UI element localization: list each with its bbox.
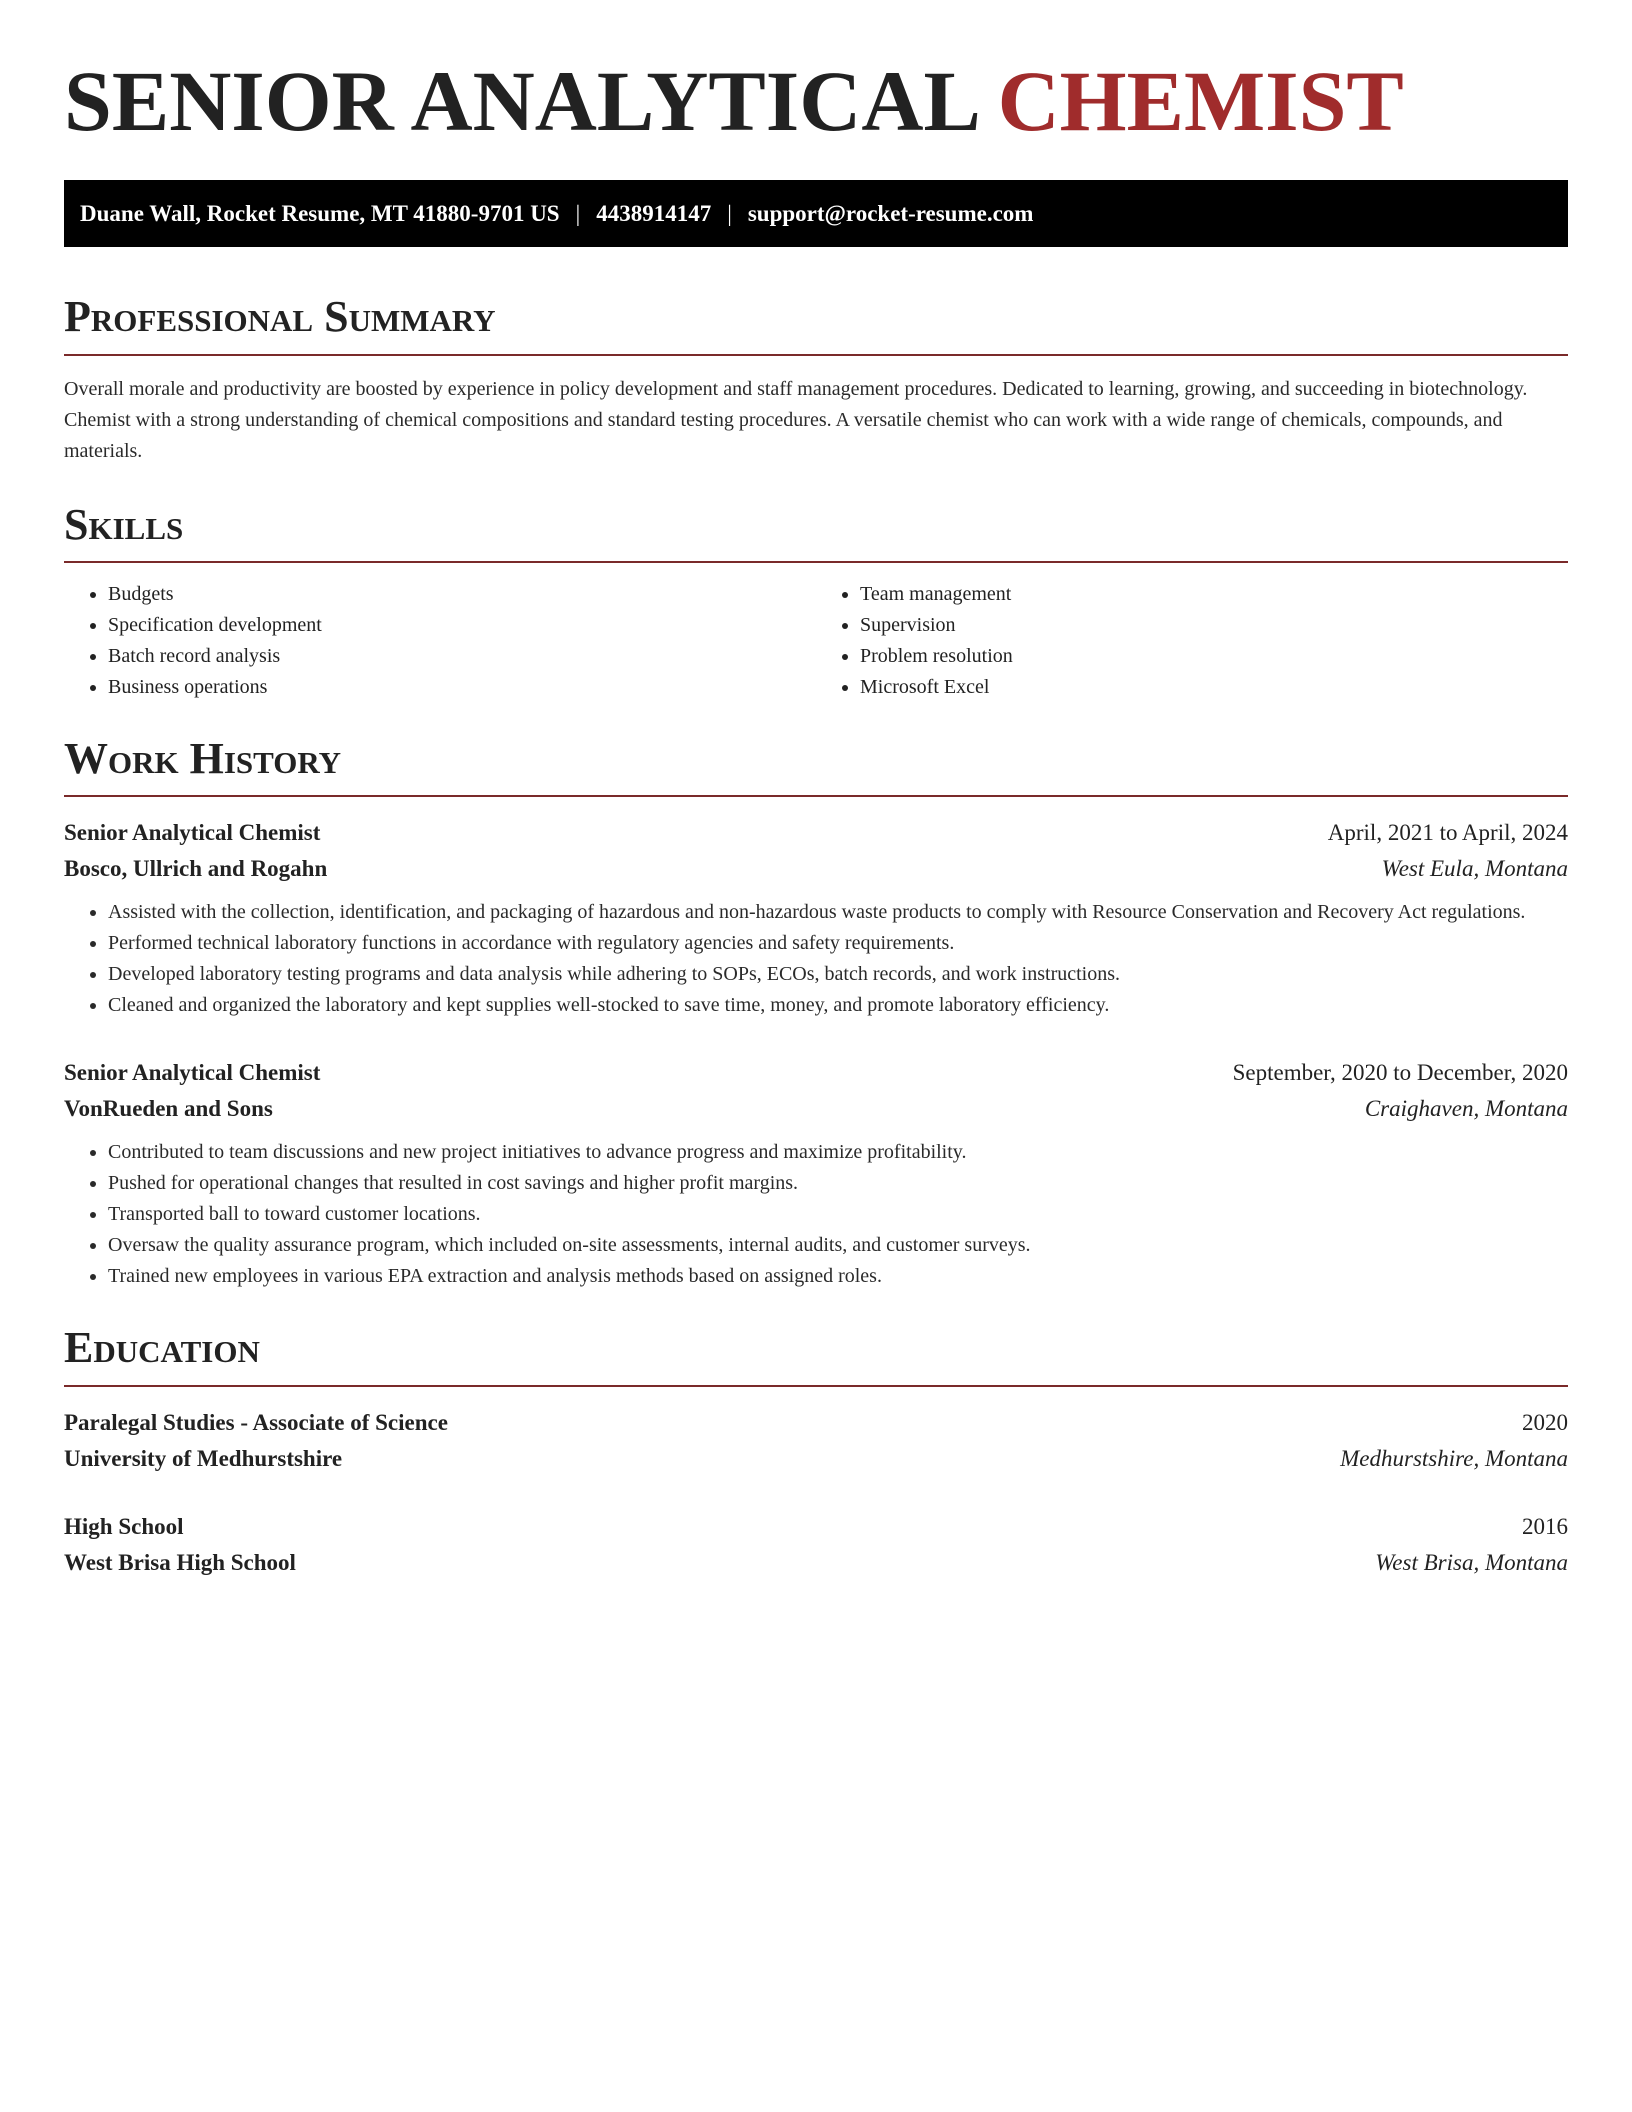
job-title: Senior Analytical Chemist bbox=[64, 820, 321, 846]
skills-column-right bbox=[816, 579, 1568, 703]
job-title: Senior Analytical Chemist bbox=[64, 1060, 321, 1086]
education-school: West Brisa High School bbox=[64, 1549, 296, 1575]
skill-item: • Microsoft Excel bbox=[860, 672, 1568, 703]
job-dates: September, 2020 to December, 2020 bbox=[1232, 1060, 1568, 1086]
job-bullet: • Contributed to team discussions and new project initiatives to advance progress and maximize profitability. bbox=[108, 1137, 1568, 1168]
education-degree: Paralegal Studies - Associate of Science bbox=[64, 1409, 448, 1435]
education-year: 2016 bbox=[1522, 1513, 1568, 1539]
job-bullets bbox=[64, 1137, 1568, 1292]
job-bullet: • Transported ball to toward customer locations. bbox=[108, 1199, 1568, 1230]
contact-address: Duane Wall, Rocket Resume, MT 41880-9701 US bbox=[80, 200, 560, 226]
education-degree: High School bbox=[64, 1513, 184, 1539]
job-dates: April, 2021 to April, 2024 bbox=[1327, 820, 1568, 846]
contact-separator: | bbox=[575, 200, 581, 226]
job-bullet: • Trained new employees in various EPA extraction and analysis methods based on assigned roles. bbox=[108, 1261, 1568, 1292]
skill-item: • Business operations bbox=[108, 672, 816, 703]
education-school: University of Medhurstshire bbox=[64, 1445, 343, 1471]
job-bullet: • Developed laboratory testing programs and data analysis while adhering to SOPs, ECOs, batch records, and work instructions. bbox=[108, 959, 1568, 990]
skill-item: • Specification development bbox=[108, 610, 816, 641]
skill-item: • Team management bbox=[860, 579, 1568, 610]
education-location: Medhurstshire, Montana bbox=[1340, 1445, 1568, 1471]
skills-grid bbox=[64, 579, 1568, 703]
education-entry bbox=[64, 1405, 1568, 1477]
section-heading: Skills bbox=[64, 501, 1568, 563]
job-entry bbox=[64, 1055, 1568, 1292]
skill-item: • Supervision bbox=[860, 610, 1568, 641]
professional-summary-section bbox=[64, 293, 1568, 466]
skill-item: • Problem resolution bbox=[860, 641, 1568, 672]
job-company: Bosco, Ullrich and Rogahn bbox=[64, 856, 328, 882]
resume-title bbox=[64, 0, 1568, 149]
job-location: West Eula, Montana bbox=[1381, 856, 1568, 882]
job-bullet: • Assisted with the collection, identification, and packaging of hazardous and non-hazardous waste products to comply with Resource Conservation and Recovery Act regulations. bbox=[108, 897, 1568, 928]
section-heading: Professional Summary bbox=[64, 293, 1568, 355]
skill-item: • Budgets bbox=[108, 579, 816, 610]
contact-bar bbox=[64, 180, 1568, 247]
skills-column-left bbox=[64, 579, 816, 703]
skills-section bbox=[64, 501, 1568, 703]
job-bullet: • Oversaw the quality assurance program, which included on-site assessments, internal audits, and customer surveys. bbox=[108, 1230, 1568, 1261]
work-history-section bbox=[64, 735, 1568, 1292]
skill-item: • Batch record analysis bbox=[108, 641, 816, 672]
contact-separator: | bbox=[727, 200, 732, 226]
title-main: SENIOR ANALYTICAL bbox=[64, 53, 977, 149]
section-heading: Work History bbox=[64, 735, 1568, 797]
education-year: 2020 bbox=[1522, 1409, 1568, 1435]
education-section bbox=[64, 1324, 1568, 1580]
education-location: West Brisa, Montana bbox=[1375, 1549, 1568, 1575]
job-bullet: • Pushed for operational changes that resulted in cost savings and higher profit margins. bbox=[108, 1168, 1568, 1199]
title-accent: CHEMIST bbox=[997, 53, 1404, 149]
job-company: VonRueden and Sons bbox=[64, 1096, 273, 1122]
job-bullet: • Performed technical laboratory functions in accordance with regulatory agencies and safety requirements. bbox=[108, 928, 1568, 959]
contact-phone: 4438914147 bbox=[596, 200, 712, 226]
section-heading: Education bbox=[64, 1324, 1568, 1386]
summary-text: Overall morale and productivity are boosted by experience in policy development and staff management procedures. Dedicated to learning, growing, and succeeding in biotechnology. Chemist with a strong understanding of chemical compositions and standard testing procedures. A versatile chemist who can work with a wide range of chemicals, compounds, and materials. bbox=[64, 377, 1528, 462]
job-entry bbox=[64, 815, 1568, 1021]
job-location: Craighaven, Montana bbox=[1364, 1096, 1568, 1122]
education-entry bbox=[64, 1509, 1568, 1581]
job-bullet: • Cleaned and organized the laboratory and kept supplies well-stocked to save time, money, and promote laboratory efficiency. bbox=[108, 990, 1568, 1021]
job-bullets bbox=[64, 897, 1568, 1021]
contact-email: support@rocket-resume.com bbox=[747, 200, 1034, 226]
